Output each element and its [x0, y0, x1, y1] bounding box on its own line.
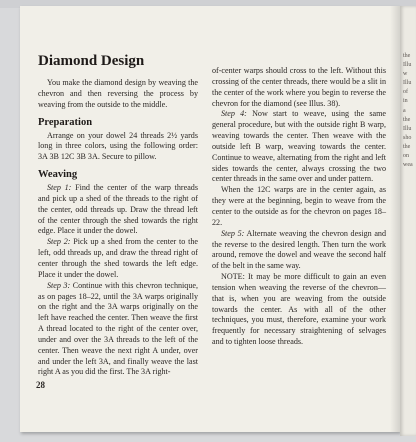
weaving-heading: Weaving — [38, 169, 78, 181]
step-4-paragraph — [212, 109, 386, 185]
page-gutter-shadow — [390, 6, 400, 432]
next-page-fragment: w — [403, 71, 408, 78]
step-5-text: Alternate weaving the chevron design and the reverse to the desired length. Then turn the work around, remove the dowel and weave the second half of the belt in the same way. — [212, 228, 387, 271]
step-3-paragraph — [38, 281, 198, 379]
next-page-fragment: the — [403, 143, 411, 150]
preparation-paragraph: Arrange on your dowel 24 threads 2½ yards long in three colors, using the following order: 3A 3B 12C 3B 3A. Secure to pillow. — [38, 130, 198, 162]
next-page-text-fragments — [403, 52, 416, 192]
step-1-paragraph — [38, 183, 198, 237]
next-page-fragment: on — [403, 153, 409, 160]
step-5-paragraph — [212, 229, 386, 272]
next-page-fragment: Illu — [403, 62, 412, 69]
next-page-fragment: of — [403, 89, 408, 96]
next-page-fragment: in — [403, 98, 408, 105]
center-warps-paragraph: When the 12C warps are in the center again, as they were at the beginning, begin to weave from the center to the outside as for the chevron on pages 18–22. — [212, 185, 386, 227]
step-4-label: Step 4: — [221, 109, 247, 119]
note-text: It may be more difficult to gain an even tension when weaving the reverse of the chevron—that is, when you are weaving from the outside towards the center. As with all of the other techniques, you must, therefore, examine your work frequently for necessary straightening of selvages and to tighten loose threads. — [212, 272, 386, 347]
step-3-label: Step 3: — [47, 280, 71, 290]
next-page-edge — [400, 6, 416, 436]
next-page-fragment: sho — [403, 134, 412, 141]
next-page-fragment: wea — [403, 162, 413, 169]
step-2-text: Pick up a shed from the center to the left, odd threads up, and draw the thread right of center through the shed towards the left edge. Place it under the dowel. — [38, 237, 198, 279]
step-1-label: Step 1: — [47, 183, 72, 193]
step-2-label: Step 2: — [47, 237, 71, 247]
page-number: 28 — [36, 380, 45, 390]
step-2-paragraph — [38, 237, 198, 280]
next-page-fragment: the — [403, 53, 411, 59]
note-paragraph — [212, 272, 386, 348]
preparation-heading: Preparation — [38, 116, 93, 128]
note-label: NOTE: — [221, 272, 245, 282]
next-page-fragment: Illu — [403, 80, 412, 87]
intro-paragraph: You make the diamond design by weaving the chevron and then reversing the process by weaving from the outside to the middle. — [38, 78, 198, 109]
section-title: Diamond Design — [38, 53, 145, 69]
right-column — [212, 66, 386, 348]
step-3-continuation: of-center warps should cross to the left. Without this crossing of the center threads, there would be a slit in the center of the work where you begin to reverse the chevron for the diamond (see Illus. 38). — [212, 66, 386, 108]
next-page-fragment: Illu — [403, 125, 412, 132]
step-5-label: Step 5: — [221, 228, 245, 238]
left-column — [38, 14, 198, 378]
step-4-text: Now start to weave, using the same general procedure, but with the outside right B warp, weaving towards the center. Then weave with the outside left B warp, weaving towards the center. Continue to weave, alternating from the right and left sides towards the center, always crossing the two center threads in the same over and under pattern. — [212, 109, 387, 184]
step-1-text: Find the center of the warp threads and pick up a shed of the threads to the right of the center, odd threads up. Draw the thread left of the center through the shed towards the right edge. Place it under the dowel. — [38, 183, 198, 236]
next-page-fragment: a — [403, 107, 406, 114]
step-3-text: Continue with this chevron technique, as on pages 18–22, until the 3A warps originally on the right and the 3A warps originally on the left have reached the center. Then weave the first A thread located to the right of the center over, under and over the 3A threads to the left of the center. Then weave the next right A under, over and under the left 3A, and finally weave the last right A as you did the first. The 3A right- — [38, 280, 198, 377]
next-page-fragment: the — [403, 116, 411, 123]
